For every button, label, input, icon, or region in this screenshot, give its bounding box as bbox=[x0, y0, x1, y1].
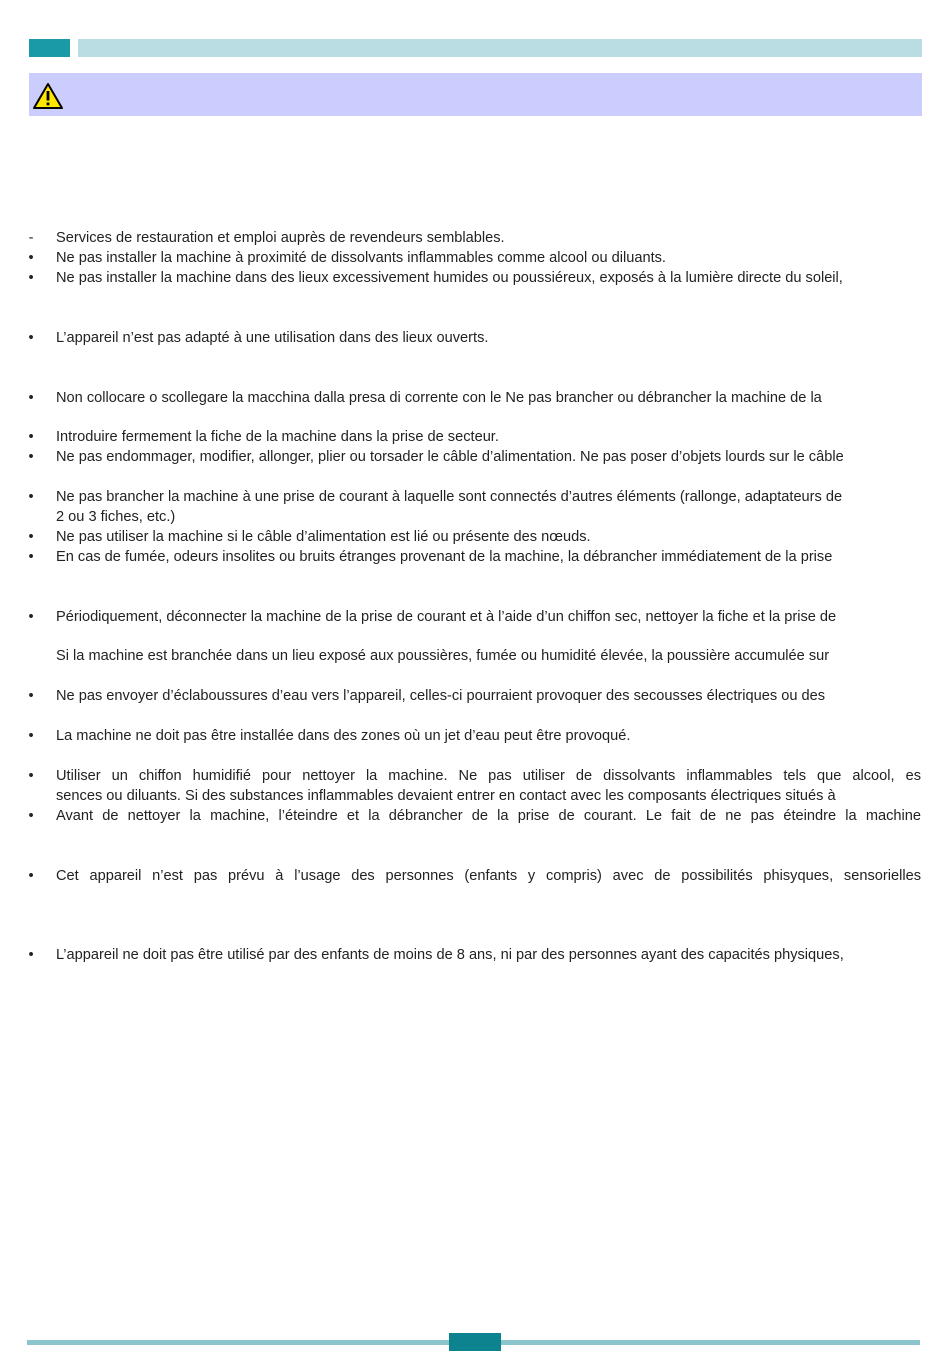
list-item-text: Ne pas envoyer d’éclaboussures d’eau vers l’appareil, celles-ci pourraient provoquer des secousses électriques ou des bbox=[56, 688, 826, 704]
bullet-marker: • bbox=[28, 728, 34, 744]
list-item-text: Ne pas brancher la machine à une prise de courant à laquelle sont connectés d’autres éléments (rallonge, adaptateurs de bbox=[56, 489, 843, 505]
list-item-text: Services de restauration et emploi auprès de revendeurs semblables. bbox=[56, 230, 505, 246]
bullet-marker: • bbox=[28, 688, 34, 704]
list-item-text: Ne pas endommager, modifier, allonger, plier ou torsader le câble d’alimentation. Ne pas poser d’objets lourds sur le câble bbox=[56, 449, 844, 465]
bullet-marker: • bbox=[28, 808, 34, 824]
list-item-text: Périodiquement, déconnecter la machine de la prise de courant et à l’aide d’un chiffon sec, nettoyer la fiche et la prise de bbox=[56, 609, 837, 625]
bullet-marker: • bbox=[28, 529, 34, 545]
bullet-marker: • bbox=[28, 390, 34, 406]
list-item-text: Ne pas installer la machine dans des lieux excessivement humides ou poussiéreux, exposés à la lumière directe du soleil, bbox=[56, 270, 843, 286]
list-item-text: Avant de nettoyer la machine, l’éteindre et la débrancher de la prise de courant. Le fait de ne pas éteindre la machine bbox=[56, 808, 921, 824]
list-item-text: Introduire fermement la fiche de la machine dans la prise de secteur. bbox=[56, 429, 499, 445]
bullet-marker: • bbox=[28, 250, 34, 266]
list-item-text: 2 ou 3 fiches, etc.) bbox=[56, 509, 176, 525]
list-item-text: Si la machine est branchée dans un lieu exposé aux poussières, fumée ou humidité élevée, la poussière accumulée sur bbox=[56, 648, 830, 664]
list-item-text: La machine ne doit pas être installée dans des zones où un jet d’eau peut être provoqué. bbox=[56, 728, 631, 744]
list-item-text: L’appareil ne doit pas être utilisé par des enfants de moins de 8 ans, ni par des personnes ayant des capacités physiques, bbox=[56, 947, 844, 963]
list-item-text: Ne pas utiliser la machine si le câble d’alimentation est lié ou présente des nœuds. bbox=[56, 529, 591, 545]
list-item-text: Non collocare o scollegare la macchina dalla presa di corrente con le Ne pas brancher ou débrancher la machine de la bbox=[56, 390, 822, 406]
bullet-marker: • bbox=[28, 768, 34, 784]
bullet-marker: • bbox=[28, 330, 34, 346]
bullet-marker: • bbox=[28, 868, 34, 884]
bullet-marker: • bbox=[28, 489, 34, 505]
bullet-marker: • bbox=[28, 609, 34, 625]
bullet-marker: • bbox=[28, 449, 34, 465]
list-item-text: L’appareil n’est pas adapté à une utilisation dans des lieux ouverts. bbox=[56, 330, 489, 346]
list-item-text: Ne pas installer la machine à proximité de dissolvants inflammables comme alcool ou diluants. bbox=[56, 250, 666, 266]
bullet-marker: • bbox=[28, 429, 34, 445]
list-item-text: Utiliser un chiffon humidifié pour nettoyer la machine. Ne pas utiliser de dissolvants inflammables tels que alcool, es bbox=[56, 768, 921, 784]
list-item-text: sences ou diluants. Si des substances inflammables devaient entrer en contact avec les composants électriques situés à bbox=[56, 788, 836, 804]
dash-marker: - bbox=[28, 230, 34, 246]
bullet-marker: • bbox=[28, 549, 34, 565]
bullet-marker: • bbox=[28, 947, 34, 963]
bullet-marker: • bbox=[28, 270, 34, 286]
footer-page-tab bbox=[449, 1333, 501, 1351]
list-item-text: En cas de fumée, odeurs insolites ou bruits étranges provenant de la machine, la débrancher immédiatement de la prise bbox=[56, 549, 833, 565]
list-item-text: Cet appareil n’est pas prévu à l’usage des personnes (enfants y compris) avec de possibilités phisyques, sensorielles bbox=[56, 868, 921, 884]
